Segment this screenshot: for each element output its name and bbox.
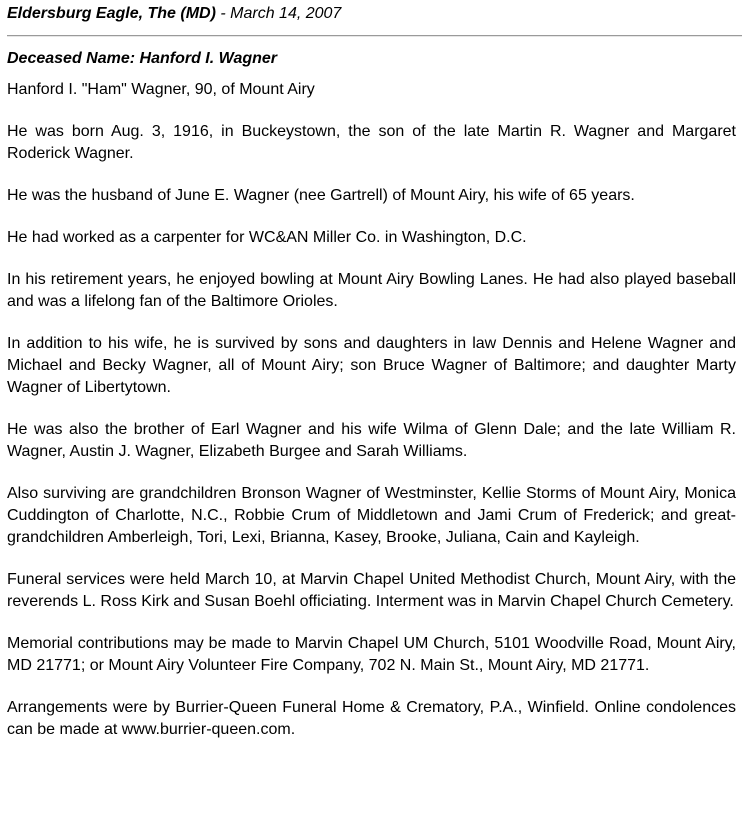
obituary-paragraph: Hanford I. "Ham" Wagner, 90, of Mount Airy xyxy=(7,81,315,98)
obituary-paragraph: He had worked as a carpenter for WC&AN Miller Co. in Washington, D.C. xyxy=(7,229,527,246)
obituary-page xyxy=(0,4,750,839)
obituary-paragraph: He was the husband of June E. Wagner (nee Gartrell) of Mount Airy, his wife of 65 years. xyxy=(7,187,635,204)
obituary-body xyxy=(7,79,736,741)
article-header xyxy=(7,4,736,30)
header-divider xyxy=(7,35,742,37)
obituary-paragraph: Memorial contributions may be made to Marvin Chapel UM Church, 5101 Woodville Road, Mount Airy, MD 21771; or Mount Airy Volunteer Fire Company, 702 N. Main St., Mount Airy, MD 21771. xyxy=(7,635,736,674)
obituary-paragraph: In addition to his wife, he is survived by sons and daughters in law Dennis and Helene Wagner and Michael and Becky Wagner, all of Mount Airy; son Bruce Wagner of Baltimore; and daughter Marty Wagner of Libertytown. xyxy=(7,335,736,396)
deceased-name-heading: Deceased Name: Hanford I. Wagner xyxy=(7,50,278,67)
obituary-paragraph: He was born Aug. 3, 1916, in Buckeystown, the son of the late Martin R. Wagner and Margaret Roderick Wagner. xyxy=(7,123,736,162)
obituary-paragraph: Also surviving are grandchildren Bronson Wagner of Westminster, Kellie Storms of Mount Airy, Monica Cuddington of Charlotte, N.C., Robbie Crum of Middletown and Jami Crum of Frederick; and great-grandchildren Amberleigh, Tori, Lexi, Brianna, Kasey, Brooke, Juliana, Cain and Kayleigh. xyxy=(7,485,736,546)
header-separator: - xyxy=(215,5,231,22)
publication-name: Eldersburg Eagle, The (MD) xyxy=(7,5,216,22)
publication-date: March 14, 2007 xyxy=(230,5,342,22)
obituary-paragraph: Funeral services were held March 10, at Marvin Chapel United Methodist Church, Mount Airy, with the reverends L. Ross Kirk and Susan Boehl officiating. Interment was in Marvin Chapel Church Cemetery. xyxy=(7,571,736,610)
obituary-paragraph: Arrangements were by Burrier-Queen Funeral Home & Crematory, P.A., Winfield. Online condolences can be made at www.burrier-queen.com. xyxy=(7,699,736,738)
obituary-paragraph: In his retirement years, he enjoyed bowling at Mount Airy Bowling Lanes. He had also played baseball and was a lifelong fan of the Baltimore Orioles. xyxy=(7,271,736,310)
obituary-paragraph: He was also the brother of Earl Wagner and his wife Wilma of Glenn Dale; and the late William R. Wagner, Austin J. Wagner, Elizabeth Burgee and Sarah Williams. xyxy=(7,421,736,460)
